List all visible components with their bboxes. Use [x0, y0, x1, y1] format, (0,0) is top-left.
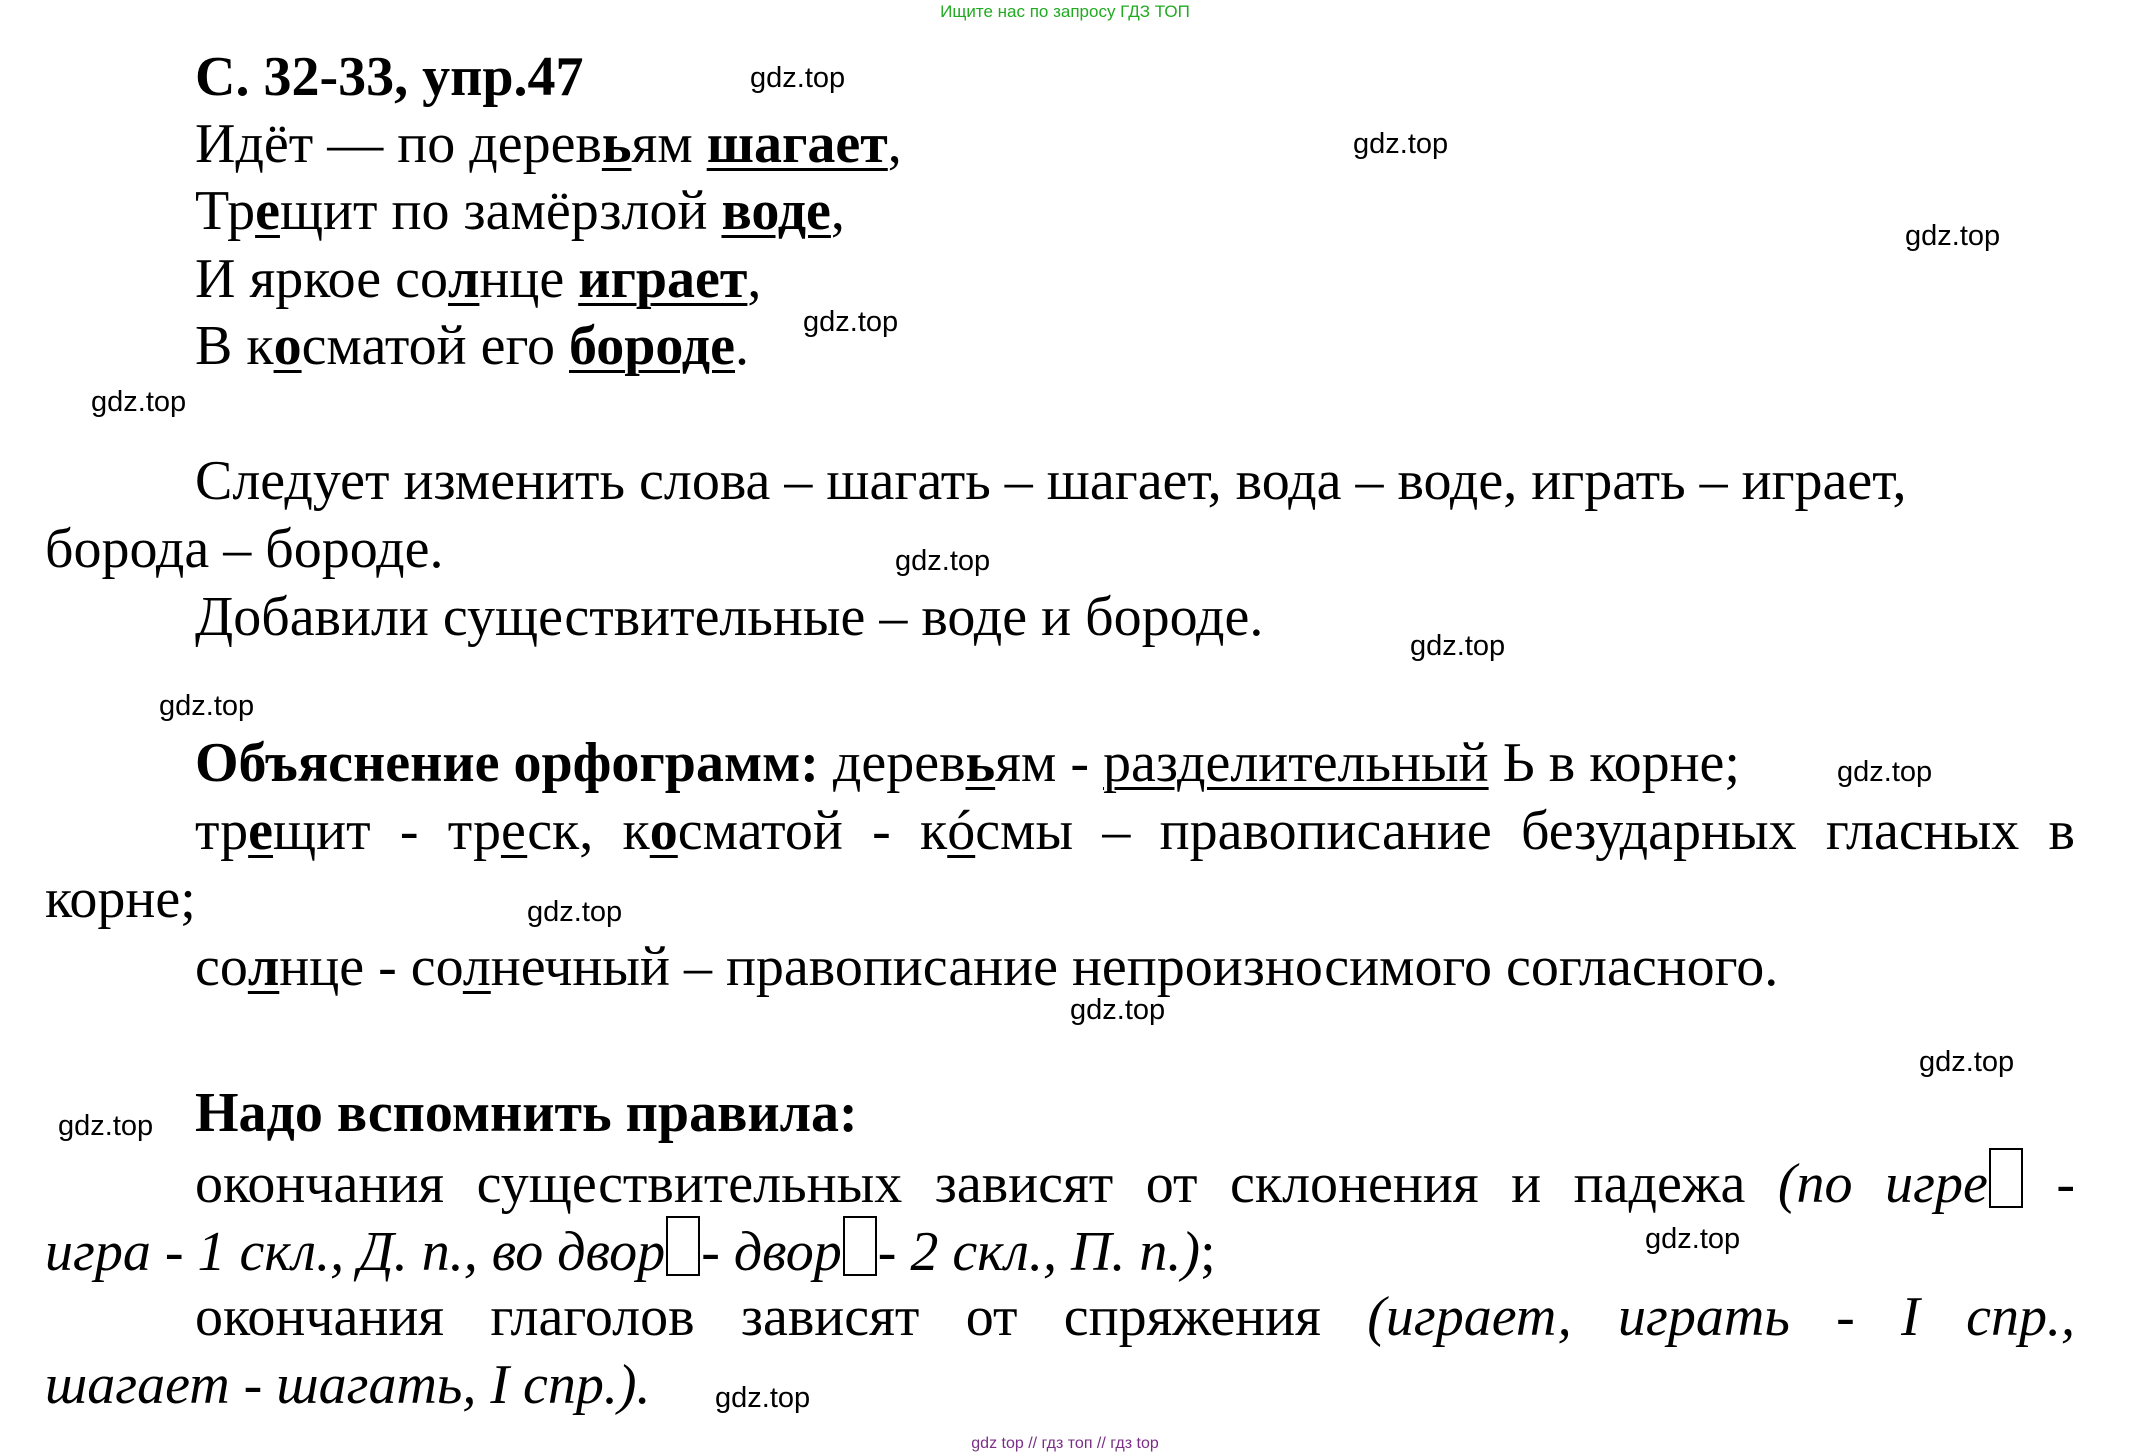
ending-box [1989, 1148, 2023, 1208]
watermark: gdz.top [58, 1110, 154, 1142]
rule-line: окончания глаголов зависят от спряжения (играет, играть - I спр., [195, 1286, 2076, 1348]
orthogram-letter: о [273, 315, 302, 377]
watermark: gdz.top [159, 690, 255, 722]
watermark: gdz.top [1905, 220, 2001, 252]
change-text-line: борода – бороде. [45, 518, 444, 580]
poem-line: Идёт — по деревьям шагает, [195, 113, 902, 175]
check-letter: л [462, 936, 491, 998]
orthogram-letter: л [247, 936, 280, 998]
watermark: gdz.top [1353, 128, 1449, 160]
explanation-line: солнце - солнечный – правописание непроизносимого согласного. [195, 936, 1779, 998]
exercise-heading: С. 32-33, упр.47 [195, 46, 584, 108]
noun-word: бороде [569, 315, 735, 377]
orthogram-letter: е [255, 180, 280, 242]
watermark: gdz.top [1645, 1223, 1741, 1255]
change-text-line: Следует изменить слова – шагать – шагает, вода – воде, играть – играет, [195, 450, 1907, 512]
watermark: gdz.top [91, 386, 187, 418]
explanation-title: Объяснение орфограмм: [195, 732, 819, 794]
underlined-term: разделительный [1103, 732, 1489, 794]
watermark: gdz.top [1070, 994, 1166, 1026]
noun-word: воде [721, 180, 831, 242]
predicate-word: шагает [706, 113, 888, 175]
watermark: gdz.top [527, 896, 623, 928]
orthogram-letter: л [447, 248, 480, 310]
watermark: gdz.top [1837, 756, 1933, 788]
rule-line: окончания существительных зависят от склонения и падежа (по игре - [195, 1148, 2075, 1217]
watermark: gdz.top [715, 1382, 811, 1414]
explanation-line: Объяснение орфограмм: деревьям - разделительный Ь в корне; [195, 732, 1740, 794]
rule-line: шагает - шагать, I спр.). [45, 1354, 651, 1416]
added-nouns-line: Добавили существительные – воде и бороде. [195, 586, 1264, 648]
ending-box [843, 1216, 877, 1276]
watermark: gdz.top [803, 306, 899, 338]
explanation-line: трещит - треск, косматой - кóсмы – правописание безударных гласных в [195, 800, 2075, 862]
watermark: gdz.top [750, 62, 846, 94]
rule-line: игра - 1 скл., Д. п., во двор - двор - 2 скл., П. п.); [45, 1216, 1216, 1285]
rules-title: Надо вспомнить правила: [195, 1082, 858, 1144]
orthogram-letter: ь [601, 113, 632, 175]
search-hint: Ищите нас по запросу ГДЗ ТОП [940, 2, 1190, 21]
watermark: gdz.top [1919, 1046, 2015, 1078]
check-letter: ó [947, 800, 976, 862]
orthogram-letter: е [248, 800, 274, 862]
explanation-line: корне; [45, 868, 196, 930]
watermark: gdz.top [895, 545, 991, 577]
poem-line: И яркое солнце играет, [195, 248, 762, 310]
poem-line: Трещит по замёрзлой воде, [195, 180, 845, 242]
footer-links: gdz top // гдз топ // гдз top [971, 1435, 1159, 1452]
poem-line: В косматой его бороде. [195, 315, 749, 377]
orthogram-letter: о [649, 800, 678, 862]
watermark: gdz.top [1410, 630, 1506, 662]
ending-box [666, 1216, 700, 1276]
predicate-word: играет [578, 248, 748, 310]
check-letter: е [500, 800, 528, 862]
orthogram-letter: ь [965, 732, 996, 794]
